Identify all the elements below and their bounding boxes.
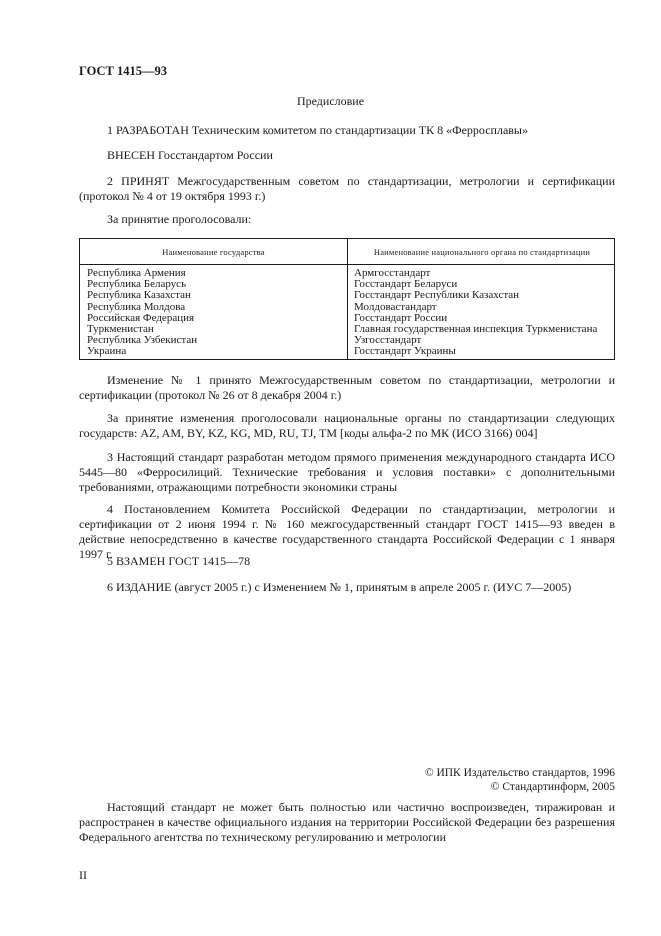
table-column-states <box>87 268 197 358</box>
page-number: II <box>79 868 87 882</box>
table-header-divider <box>80 264 614 265</box>
copyright-line: © ИПК Издательство стандартов, 1996 <box>424 767 615 779</box>
table-column-bodies <box>354 268 597 358</box>
voting-table <box>79 238 615 360</box>
paragraph-decree: 4 Постановлением Комитета Российской Федерации по стандартизации, метрологии и сертификации от 2 июня 1994 г. № 160 межгосударственный стандарт ГОСТ 1415—93 введен в действие непосредственно в качестве государственного стандарта Российской Федерации с 1 января 1997 г. <box>79 502 615 561</box>
paragraph-method: 3 Настоящий стандарт разработан методом прямого применения международного стандарта ИСО 5445—80 «Ферросилиций. Технические требования и условия поставки» с дополнительными требованиями, отражающими потребности экономики страны <box>79 450 615 494</box>
table-cell-state: Республика Беларусь <box>87 278 187 291</box>
paragraph-amendment: Изменение № 1 принято Межгосударственным советом по стандартизации, метрологии и сертификации (протокол № 26 от 8 декабря 2004 г.) <box>79 373 615 402</box>
table-cell-body: Госстандарт России <box>354 311 448 324</box>
table-cell-body: Госстандарт Украины <box>354 345 456 358</box>
copyright-line: © Стандартинформ, 2005 <box>490 781 615 793</box>
page-title: Предисловие <box>296 94 365 108</box>
document-header: ГОСТ 1415—93 <box>79 64 168 78</box>
paragraph-replaces: 5 ВЗАМЕН ГОСТ 1415—78 <box>107 554 251 568</box>
table-cell-state: Украина <box>87 345 127 358</box>
table-cell-state: Российская Федерация <box>87 311 195 324</box>
paragraph-edition: 6 ИЗДАНИЕ (август 2005 г.) с Изменением № 1, принятым в апреле 2005 г. (ИУС 7—2005) <box>107 580 572 594</box>
table-cell-state: Республика Молдова <box>87 300 186 313</box>
paragraph-introduced: ВНЕСЕН Госстандартом России <box>107 148 273 162</box>
paragraph-amendment-votes: За принятие изменения проголосовали национальные органы по стандартизации следующих государств: AZ, AM, BY, KZ, KG, MD, RU, TJ, TM [коды альфа-2 по МК (ИСО 3166) 004] <box>79 411 615 440</box>
table-cell-body: Госстандарт Беларуси <box>354 278 458 291</box>
paragraph-adopted: 2 ПРИНЯТ Межгосударственным советом по стандартизации, метрологии и сертификации (протокол № 4 от 19 октября 1993 г.) <box>79 174 615 203</box>
paragraph-developed: 1 РАЗРАБОТАН Техническим комитетом по стандартизации ТК 8 «Ферросплавы» <box>107 123 528 137</box>
table-cell-state: Республика Узбекистан <box>87 334 198 347</box>
table-header-state: Наименование государства <box>162 247 265 257</box>
reproduction-notice: Настоящий стандарт не может быть полностью или частично воспроизведен, тиражирован и распространен в качестве официального издания на территории Российской Федерации без разрешения Федерального агентства по техническому регулированию и метрологии <box>79 800 615 844</box>
table-cell-state: Республика Казахстан <box>87 289 191 302</box>
table-cell-body: Госстандарт Республики Казахстан <box>354 289 520 302</box>
copyright-block <box>79 766 615 794</box>
table-cell-state: Туркменистан <box>87 323 154 336</box>
table-header-body: Наименование национального органа по стандартизации <box>373 247 591 257</box>
table-cell-state: Республика Армения <box>87 267 186 279</box>
table-cell-body: Узгосстандарт <box>354 334 422 347</box>
table-cell-body: Молдовастандарт <box>354 300 437 313</box>
paragraph-voted: За принятие проголосовали: <box>107 212 252 226</box>
table-cell-body: Главная государственная инспекция Туркменистана <box>354 323 598 336</box>
table-cell-body: Армгосстандарт <box>354 267 431 279</box>
